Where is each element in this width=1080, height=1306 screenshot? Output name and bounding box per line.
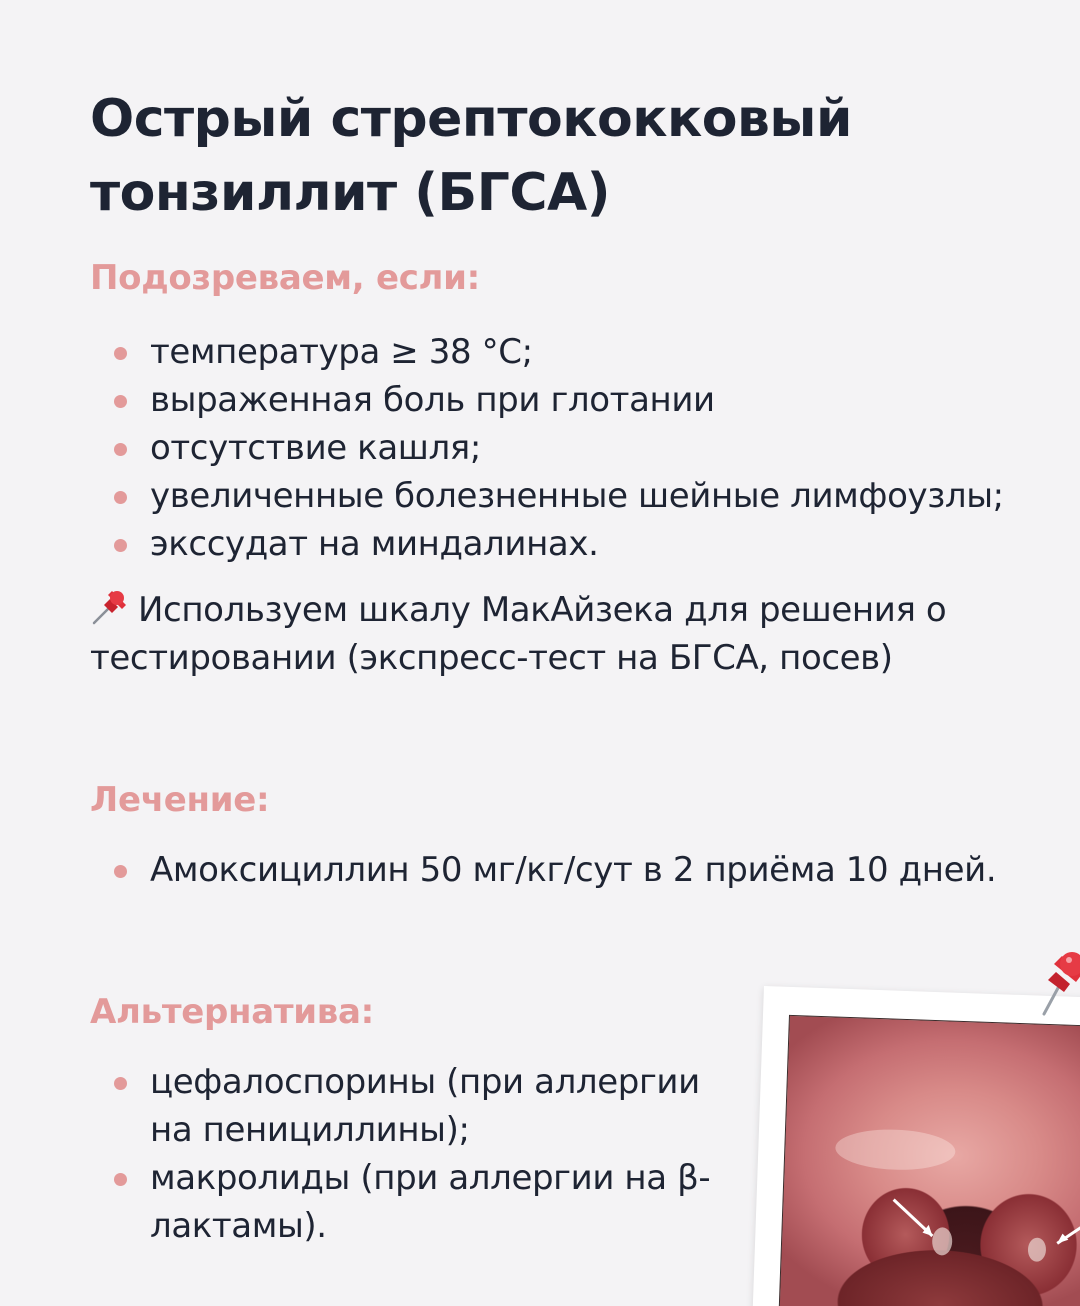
alternative-heading: Альтернатива: xyxy=(90,992,374,1032)
throat-photo-frame xyxy=(752,986,1080,1306)
note-text: Используем шкалу МакАйзека для решения о тестировании (экспресс-тест на БГСА, посев) xyxy=(90,590,947,678)
list-item: температура ≥ 38 °С; xyxy=(110,328,1004,376)
photo-arrows xyxy=(780,1016,1080,1306)
list-item: увеличенные болезненные шейные лимфоузлы; xyxy=(110,472,1004,520)
page-title: Острый стрептококковый тонзиллит (БГСА) xyxy=(90,89,852,223)
suspect-list xyxy=(110,328,1004,568)
list-item: выраженная боль при глотании xyxy=(110,376,1004,424)
pushpin-icon xyxy=(1030,944,1080,1024)
list-item: экссудат на миндалинах. xyxy=(110,520,1004,568)
pushpin-icon xyxy=(90,587,130,627)
list-item: отсутствие кашля; xyxy=(110,424,1004,472)
list-item: макролиды (при аллергии на β-лактамы). xyxy=(110,1154,750,1250)
suspect-heading: Подозреваем, если: xyxy=(90,258,480,298)
throat-tonsils-photo xyxy=(779,1015,1080,1306)
treatment-heading: Лечение: xyxy=(90,780,270,820)
mcisaac-note xyxy=(90,586,1050,682)
list-item: Амоксициллин 50 мг/кг/сут в 2 приёма 10 дней. xyxy=(110,846,996,894)
list-item: цефалоспорины (при аллергии на пенициллины); xyxy=(110,1058,750,1154)
treatment-list xyxy=(110,846,996,894)
alternative-list xyxy=(110,1058,750,1250)
